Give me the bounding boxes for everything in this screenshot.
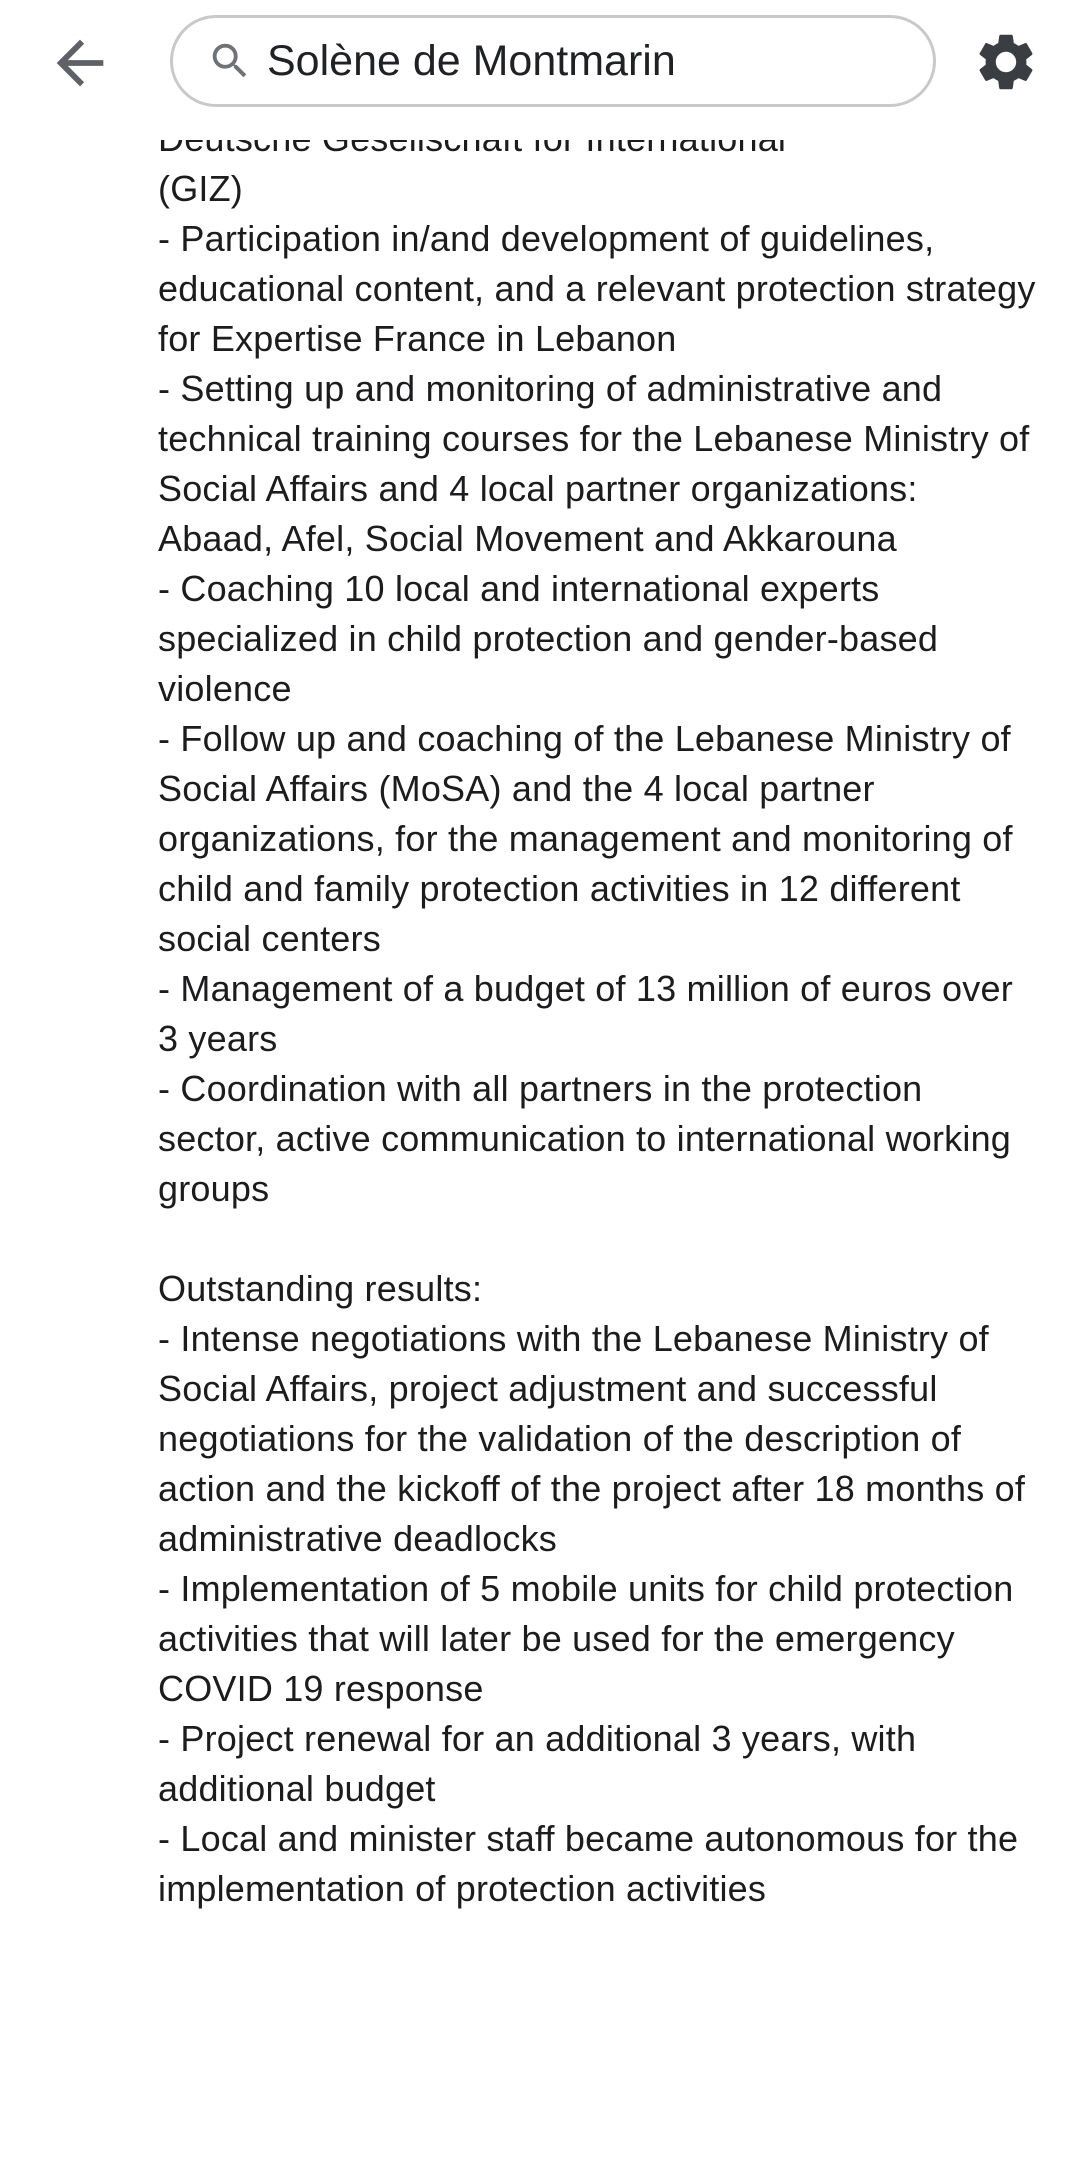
search-bar[interactable]: [170, 15, 936, 107]
paragraph-line: - Intense negotiations with the Lebanese Ministry of Social Affairs, project adjustment and successful negotiations for the validation of the description of action and the kickoff of the project after 18 months of administrative deadlocks: [158, 1318, 1036, 1559]
paragraph-line: - Coaching 10 local and international experts specialized in child protection and gender-based violence: [158, 568, 949, 709]
paragraph-list: [158, 114, 1046, 1914]
paragraph-line: - Setting up and monitoring of administrative and technical training courses for the Lebanese Ministry of Social Affairs and 4 local partner organizations: Abaad, Afel, Social Movement and Akkarouna: [158, 368, 1040, 559]
profile-description-text: [158, 114, 1046, 1914]
paragraph-line: - Follow up and coaching of the Lebanese Ministry of Social Affairs (MoSA) and the 4 local partner organizations, for the management and monitoring of child and family protection activities in 12 different social centers: [158, 718, 1023, 959]
paragraph-line: - Coordination with all partners in the protection sector, active communication to international working groups: [158, 1068, 1022, 1209]
search-icon: [207, 38, 253, 84]
paragraph-line: - Local and minister staff became autonomous for the implementation of protection activities: [158, 1818, 1029, 1909]
paragraph-line: - Participation in/and development of guidelines, educational content, and a relevant protection strategy for Expertise France in Lebanon: [158, 218, 1046, 359]
search-input[interactable]: [267, 37, 933, 86]
paragraph-line: (GIZ): [158, 168, 243, 209]
paragraph-line: - Management of a budget of 13 million of euros over 3 years: [158, 968, 1024, 1059]
paragraph-line: [158, 1214, 1040, 1264]
settings-button[interactable]: [966, 22, 1046, 102]
gear-icon: [972, 28, 1040, 96]
paragraph-line: Outstanding results:: [158, 1268, 483, 1309]
paragraph-line: - Implementation of 5 mobile units for child protection activities that will later be used for the emergency COVID 19 response: [158, 1568, 1024, 1709]
app-bar: [0, 0, 1080, 140]
arrow-left-icon: [45, 28, 115, 98]
back-button[interactable]: [42, 25, 118, 101]
paragraph-line: - Project renewal for an additional 3 years, with additional budget: [158, 1718, 927, 1809]
